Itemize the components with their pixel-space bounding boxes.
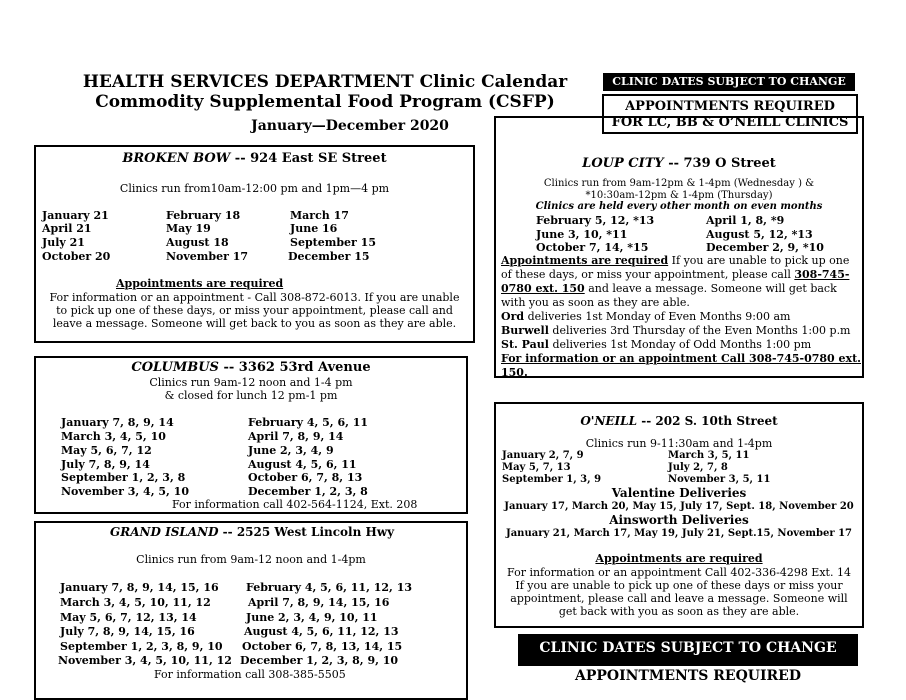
ainsworth-title: Ainsworth Deliveries bbox=[609, 513, 749, 527]
date-cell: October 20 bbox=[42, 250, 111, 263]
date-cell: January 7, 8, 9, 14, 15, 16 bbox=[60, 581, 219, 594]
loup-city-name: LOUP CITY bbox=[582, 156, 664, 171]
loup-city-address: -- 739 O Street bbox=[663, 156, 776, 171]
burwell-delivery: deliveries 3rd Thursday of the Even Months 1:00 p.m bbox=[548, 324, 851, 337]
grand-island-name: GRAND ISLAND bbox=[110, 525, 219, 539]
oneill-box bbox=[494, 402, 864, 628]
info-text: and leave a message. Someone will get back bbox=[584, 282, 837, 295]
columbus-box bbox=[34, 356, 468, 514]
loup-city-footer-info: For information or an appointment Call 308-745-0780 ext. bbox=[501, 352, 862, 365]
date-cell: April 7, 8, 9, 14 bbox=[248, 430, 344, 443]
date-cell: April 21 bbox=[42, 222, 92, 235]
date-cell: May 5, 7, 13 bbox=[502, 462, 571, 473]
date-cell: November 3, 5, 11 bbox=[668, 474, 771, 485]
info-line: For information or an appointment Call 402-336-4298 Ext. 14 bbox=[507, 566, 851, 579]
grand-island-info: For information call 308-385-5505 bbox=[154, 668, 346, 681]
page-title bbox=[60, 72, 590, 112]
date-cell: November 17 bbox=[166, 250, 249, 263]
date-cell: September 1, 2, 3, 8, 9, 10 bbox=[60, 640, 223, 653]
date-cell: November 3, 4, 5, 10 bbox=[61, 485, 189, 498]
year-range: January—December 2020 bbox=[251, 118, 449, 134]
date-cell: March 3, 5, 11 bbox=[668, 450, 750, 461]
st-paul-label: St. Paul bbox=[501, 338, 549, 351]
date-cell: March 17 bbox=[290, 209, 349, 222]
broken-bow-appt-required: Appointments are required bbox=[116, 277, 284, 290]
date-cell: June 3, 10, *11 bbox=[536, 228, 628, 241]
date-cell: February 5, 12, *13 bbox=[536, 214, 655, 227]
loup-city-even-months-note: Clinics are held every other month on even months bbox=[535, 201, 823, 212]
date-cell: February 4, 5, 6, 11 bbox=[248, 416, 369, 429]
columbus-info: For information call 402-564-1124, Ext. 208 bbox=[172, 498, 418, 511]
loup-city-box bbox=[494, 116, 864, 378]
broken-bow-info bbox=[36, 291, 473, 330]
broken-bow-heading bbox=[36, 151, 473, 166]
date-cell: October 6, 7, 8, 13 bbox=[248, 471, 363, 484]
date-cell: March 3, 4, 5, 10, 11, 12 bbox=[60, 596, 211, 609]
change-banner-top: CLINIC DATES SUBJECT TO CHANGE bbox=[603, 73, 855, 91]
date-cell: July 7, 8, 9, 14, 15, 16 bbox=[60, 625, 195, 638]
appointments-required-bottom: APPOINTMENTS REQUIRED bbox=[575, 668, 801, 684]
grand-island-heading bbox=[110, 525, 394, 539]
date-cell: December 2, 9, *10 bbox=[706, 241, 824, 254]
info-text: If you are unable to pick up one bbox=[668, 254, 850, 267]
broken-bow-hours: Clinics run from10am-12:00 pm and 1pm—4 pm bbox=[119, 182, 390, 195]
burwell-label: Burwell bbox=[501, 324, 549, 337]
date-cell: July 21 bbox=[42, 236, 85, 249]
broken-bow-name: BROKEN BOW bbox=[122, 151, 231, 166]
date-cell: May 5, 6, 7, 12, 13, 14 bbox=[60, 611, 197, 624]
st-paul-delivery: deliveries 1st Monday of Odd Months 1:00 pm bbox=[548, 338, 812, 351]
loup-city-footer-ext: 150. bbox=[501, 366, 528, 379]
date-cell: August 4, 5, 6, 11, 12, 13 bbox=[244, 625, 399, 638]
ord-label: Ord bbox=[501, 310, 525, 323]
date-cell: January 21 bbox=[42, 209, 109, 222]
date-cell: December 15 bbox=[288, 250, 370, 263]
date-cell: December 1, 2, 3, 8, 9, 10 bbox=[240, 654, 399, 667]
grand-island-address: -- 2525 West Lincoln Hwy bbox=[218, 525, 395, 539]
date-cell: July 7, 8, 9, 14 bbox=[61, 458, 150, 471]
loup-city-hours bbox=[496, 178, 862, 202]
date-cell: February 4, 5, 6, 11, 12, 13 bbox=[246, 581, 413, 594]
ainsworth-dates: January 21, March 17, May 19, July 21, Sept.15, November 17 bbox=[505, 528, 853, 539]
date-cell: July 2, 7, 8 bbox=[668, 462, 728, 473]
date-cell: October 7, 14, *15 bbox=[536, 241, 649, 254]
appointments-required-line: APPOINTMENTS REQUIRED bbox=[625, 99, 835, 114]
loup-city-heading bbox=[496, 156, 862, 171]
hours-line: *10:30am-12pm & 1-4pm (Thursday) bbox=[585, 190, 773, 201]
date-row bbox=[42, 209, 109, 222]
date-cell: April 1, 8, *9 bbox=[706, 214, 785, 227]
date-cell: June 2, 3, 4, 9, 10, 11 bbox=[246, 611, 378, 624]
ord-delivery: deliveries 1st Monday of Even Months 9:00 am bbox=[524, 310, 791, 323]
info-line: to pick up one of these days, or miss your appointment, please call and bbox=[56, 304, 453, 317]
columbus-address: -- 3362 53rd Avenue bbox=[218, 360, 371, 375]
date-cell: December 1, 2, 3, 8 bbox=[248, 485, 368, 498]
date-cell: January 2, 7, 9 bbox=[502, 450, 584, 461]
title-line-2: Commodity Supplemental Food Program (CSFP) bbox=[95, 92, 555, 112]
date-cell: October 6, 7, 8, 13, 14, 15 bbox=[242, 640, 403, 653]
info-line: appointment, please call and leave a message. Someone will bbox=[510, 592, 848, 605]
date-cell: September 1, 2, 3, 8 bbox=[61, 471, 186, 484]
date-cell: November 3, 4, 5, 10, 11, 12 bbox=[58, 654, 232, 667]
date-cell: June 16 bbox=[290, 222, 338, 235]
date-cell: August 5, 12, *13 bbox=[706, 228, 813, 241]
oneill-address: -- 202 S. 10th Street bbox=[637, 414, 778, 428]
columbus-hours bbox=[36, 376, 466, 402]
date-cell: February 18 bbox=[166, 209, 241, 222]
broken-bow-address: -- 924 East SE Street bbox=[230, 151, 387, 166]
date-cell: January 7, 8, 9, 14 bbox=[61, 416, 174, 429]
loup-city-phone: 308-745- bbox=[794, 268, 850, 281]
hours-line: Clinics run 9am-12 noon and 1-4 pm bbox=[149, 376, 353, 389]
columbus-heading bbox=[36, 360, 466, 375]
title-line-1: HEALTH SERVICES DEPARTMENT Clinic Calendar bbox=[82, 72, 568, 92]
info-line: If you are unable to pick up one of these days or miss your bbox=[515, 579, 843, 592]
info-text: of these days, or miss your appointment, please call bbox=[501, 268, 795, 281]
oneill-name: O'NEILL bbox=[580, 414, 638, 428]
date-cell: September 1, 3, 9 bbox=[502, 474, 602, 485]
date-cell: May 19 bbox=[166, 222, 211, 235]
loup-city-appt-required: Appointments are required bbox=[501, 254, 669, 267]
date-cell: August 4, 5, 6, 11 bbox=[248, 458, 357, 471]
loup-city-phone-ext: 0780 ext. 150 bbox=[501, 282, 585, 295]
valentine-dates: January 17, March 20, May 15, July 17, Sept. 18, November 20 bbox=[504, 501, 854, 512]
oneill-info bbox=[496, 566, 862, 618]
valentine-title: Valentine Deliveries bbox=[611, 486, 747, 500]
date-cell: May 5, 6, 7, 12 bbox=[61, 444, 152, 457]
broken-bow-box bbox=[34, 145, 475, 343]
oneill-hours: Clinics run 9-11:30am and 1-4pm bbox=[585, 437, 773, 450]
info-line: get back with you as soon as they are able. bbox=[558, 605, 800, 618]
oneill-appt-required: Appointments are required bbox=[595, 552, 763, 565]
info-line: For information or an appointment - Call 308-872-6013. If you are unable bbox=[49, 291, 460, 304]
grand-island-box bbox=[34, 521, 468, 700]
date-cell: August 18 bbox=[166, 236, 229, 249]
hours-line: Clinics run from 9am-12pm & 1-4pm (Wednesday ) & bbox=[543, 178, 815, 189]
hours-line: & closed for lunch 12 pm-1 pm bbox=[164, 389, 338, 402]
date-cell: March 3, 4, 5, 10 bbox=[61, 430, 166, 443]
date-cell: June 2, 3, 4, 9 bbox=[248, 444, 334, 457]
date-cell: September 15 bbox=[290, 236, 376, 249]
grand-island-hours: Clinics run from 9am-12 noon and 1-4pm bbox=[136, 553, 366, 566]
change-banner-bottom: CLINIC DATES SUBJECT TO CHANGE bbox=[518, 634, 858, 666]
columbus-name: COLUMBUS bbox=[131, 360, 219, 375]
oneill-heading bbox=[496, 414, 862, 428]
date-cell: April 7, 8, 9, 14, 15, 16 bbox=[248, 596, 390, 609]
appointments-clinics-line: FOR LC, BB & O’NEILL CLINICS bbox=[611, 115, 849, 130]
info-text: with you as soon as they are able. bbox=[501, 296, 690, 309]
info-line: leave a message. Someone will get back to you as soon as they are able. bbox=[52, 317, 457, 330]
